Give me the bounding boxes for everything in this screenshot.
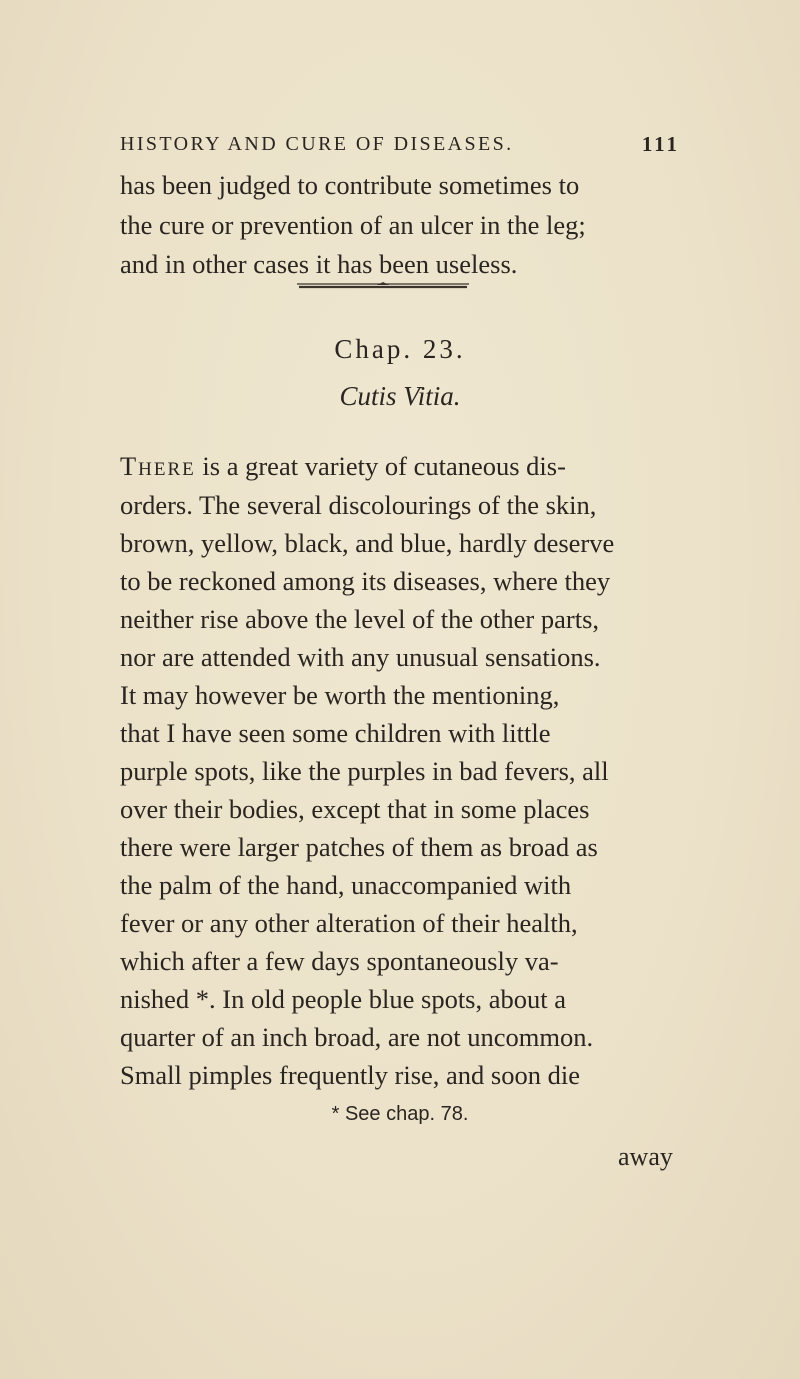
running-head bbox=[120, 128, 680, 160]
body-line: fever or any other alteration of their health, bbox=[120, 908, 578, 938]
body-line: It may however be worth the mentioning, bbox=[120, 680, 560, 710]
catchword: away bbox=[618, 1142, 673, 1171]
body-line: that I have seen some children with little bbox=[120, 718, 551, 748]
body-line: Small pimples frequently rise, and soon die bbox=[120, 1060, 580, 1090]
body-first-line bbox=[120, 449, 566, 483]
body-line: nished *. In old people blue spots, about a bbox=[120, 984, 567, 1014]
body-line: the palm of the hand, unaccompanied with bbox=[120, 870, 572, 900]
intro-line: the cure or prevention of an ulcer in the leg; bbox=[120, 210, 586, 240]
body-line: orders. The several discolourings of the skin, bbox=[120, 490, 597, 520]
chapter-subtitle: Cutis Vitia. bbox=[339, 381, 461, 411]
body-line: quarter of an inch broad, are not uncommon. bbox=[120, 1022, 594, 1052]
running-head-title: HISTORY AND CURE OF DISEASES. bbox=[120, 133, 514, 155]
intro-line: and in other cases it has been useless. bbox=[120, 249, 518, 279]
footnote: * See chap. 78. bbox=[331, 1103, 469, 1125]
page-number: 111 bbox=[641, 132, 680, 156]
body-line: purple spots, like the purples in bad fevers, all bbox=[120, 756, 609, 786]
opening-word: There bbox=[120, 451, 196, 481]
chapter-heading: Chap. 23. bbox=[334, 334, 466, 364]
body-line: neither rise above the level of the other parts, bbox=[120, 604, 600, 634]
section-divider-rule bbox=[297, 282, 469, 290]
body-line: over their bodies, except that in some places bbox=[120, 794, 590, 824]
first-line-text: is a great variety of cutaneous dis- bbox=[195, 451, 566, 481]
body-line: brown, yellow, black, and blue, hardly deserve bbox=[120, 528, 615, 558]
body-line: which after a few days spontaneously va- bbox=[120, 946, 559, 976]
body-line: nor are attended with any unusual sensations. bbox=[120, 642, 601, 672]
intro-line: has been judged to contribute sometimes to bbox=[120, 170, 580, 200]
body-line: there were larger patches of them as broad as bbox=[120, 832, 598, 862]
body-line: to be reckoned among its diseases, where they bbox=[120, 566, 611, 596]
